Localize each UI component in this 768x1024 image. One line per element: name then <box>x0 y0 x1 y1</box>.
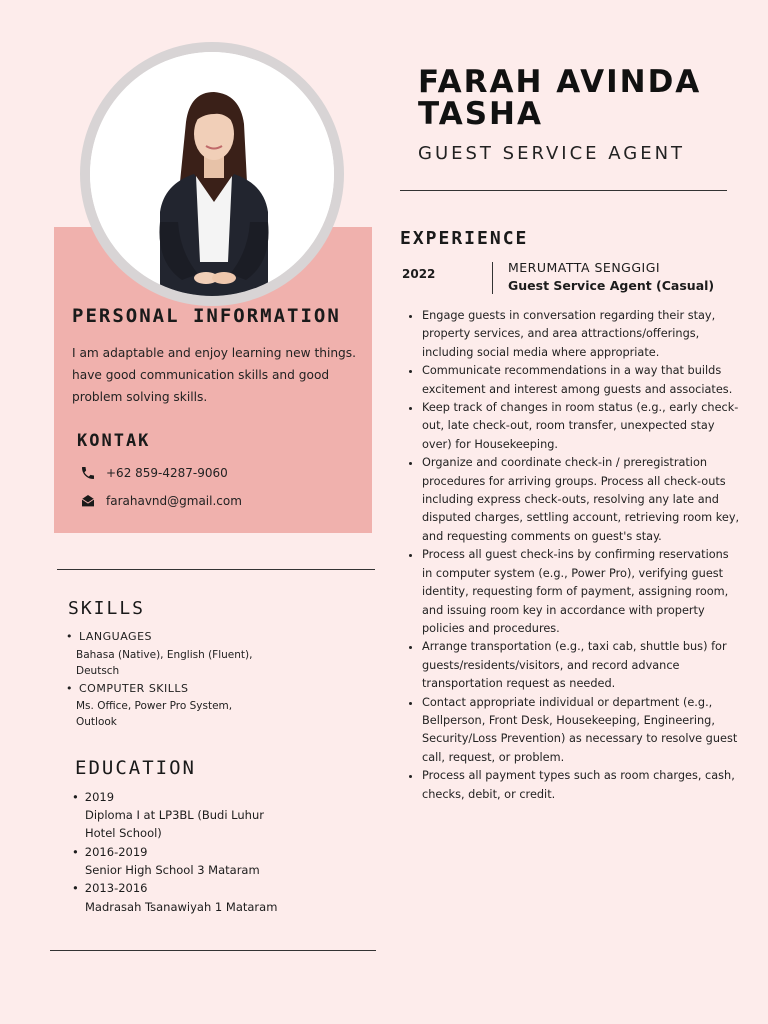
duty-item: • Process all payment types such as room charges, cash, checks, debit, or credit. <box>422 767 742 804</box>
education-heading: EDUCATION <box>75 757 196 779</box>
duty-item: • Keep track of changes in room status (e.g., early check-out, late check-out, room transfer, unexpected stay over) for Housekeeping. <box>422 399 742 454</box>
duty-item: • Process all guest check-ins by confirming reservations in computer system (e.g., Power Pro), verifying guest identity, requesting form of payment, assigning room, and issuing room key in accordance with property policies and procedures. <box>422 546 742 638</box>
skill-group-detail: Ms. Office, Power Pro System, <box>76 700 233 712</box>
education-detail: Hotel School) <box>85 826 162 840</box>
education-year: • 2019 <box>72 790 114 804</box>
experience-job-title: Guest Service Agent (Casual) <box>508 278 715 293</box>
skill-group-detail: Outlook <box>76 716 117 728</box>
header-divider <box>400 190 727 191</box>
contact-email-row <box>80 493 242 509</box>
left-divider-bottom <box>50 950 376 951</box>
contact-heading: KONTAK <box>77 431 151 451</box>
profile-photo-frame <box>80 42 344 306</box>
duty-item: • Arrange transportation (e.g., taxi cab, shuttle bus) for guests/residents/visitors, and record advance transportation request as needed. <box>422 638 742 693</box>
education-detail: Diploma I at LP3BL (Budi Luhur <box>85 808 264 822</box>
phone-icon <box>80 465 96 481</box>
experience-heading: EXPERIENCE <box>400 228 529 249</box>
candidate-role: GUEST SERVICE AGENT <box>418 143 686 164</box>
envelope-icon <box>80 493 96 509</box>
education-detail: Madrasah Tsanawiyah 1 Mataram <box>85 900 278 914</box>
duty-item: • Contact appropriate individual or department (e.g., Bellperson, Front Desk, Housekeeping, Engineering, Security/Loss Prevention) as necessary to resolve guest call, request, or problem. <box>422 694 742 768</box>
skill-group-detail: Deutsch <box>76 665 120 677</box>
profile-photo <box>90 52 334 296</box>
personal-info-text: I am adaptable and enjoy learning new things. have good communication skills and good problem solving skills. <box>72 346 357 404</box>
contact-phone: +62 859-4287-9060 <box>106 466 228 480</box>
candidate-name: FARAH AVINDA TASHA <box>418 64 702 132</box>
skills-heading: SKILLS <box>68 598 146 619</box>
skill-group-title: • COMPUTER SKILLS <box>66 682 189 695</box>
contact-email: farahavnd@gmail.com <box>106 494 242 508</box>
experience-divider <box>492 262 493 294</box>
contact-phone-row <box>80 465 228 481</box>
education-year: • 2016-2019 <box>72 845 147 859</box>
left-divider-top <box>57 569 375 570</box>
experience-company: MERUMATTA SENGGIGI <box>508 260 661 275</box>
skill-group-title: • LANGUAGES <box>66 630 152 643</box>
duty-item: • Engage guests in conversation regarding their stay, property services, and area attractions/offerings, including social media where appropriate. <box>422 307 742 362</box>
education-detail: Senior High School 3 Mataram <box>85 863 260 877</box>
duty-item: • Organize and coordinate check-in / preregistration procedures for arriving groups. Process all check-outs including express check-outs, resolving any late and disputed charges, settling account, retrieving room key, and requesting comments on guest's stay. <box>422 454 742 546</box>
education-year: • 2013-2016 <box>72 881 147 895</box>
personal-info-heading: PERSONAL INFORMATION <box>72 305 341 327</box>
experience-duties-list <box>405 307 742 804</box>
person-portrait-icon <box>90 52 334 296</box>
experience-year: 2022 <box>402 267 436 281</box>
skill-group-detail: Bahasa (Native), English (Fluent), <box>76 649 253 661</box>
duty-item: • Communicate recommendations in a way that builds excitement and interest among guests and associates. <box>422 362 742 399</box>
